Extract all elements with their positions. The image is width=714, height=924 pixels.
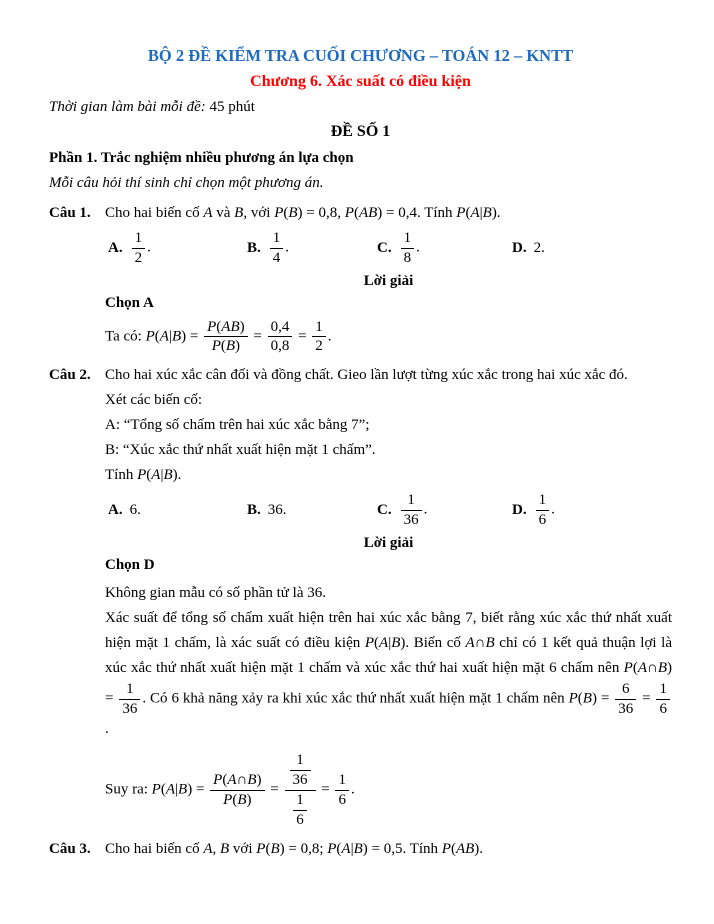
question-2-option-c	[377, 492, 512, 529]
option-value: $\frac{1}{2}$ .	[130, 230, 151, 267]
question-1-solution-heading: Lời giải	[363, 272, 414, 289]
part1-title: Phần 1. Trắc nghiệm nhiều phương án lựa chọn	[49, 150, 354, 166]
option-value: $\frac{1}{4}$ .	[268, 230, 289, 267]
question-2-solution-heading: Lời giải	[363, 534, 414, 551]
question-2-event-b: B: “Xúc xắc thứ nhất xuất hiện mặt 1 chấm”.	[105, 442, 376, 459]
question-3-stem: Cho hai biến cố A, B với P(B) = 0,8; P(A|B) = 0,5. Tính P(AB).	[105, 840, 484, 857]
time-limit-value: 45 phút	[209, 99, 255, 115]
option-value: $\frac{1}{36}$ .	[399, 492, 428, 529]
question-3-label: Câu 3.	[49, 840, 91, 857]
question-2-body	[105, 363, 672, 836]
question-2-chosen-answer: Chọn D	[105, 556, 155, 573]
question-2-option-b	[247, 502, 377, 519]
question-2	[49, 363, 672, 836]
option-value: 36.	[267, 501, 287, 518]
question-2-solution-conclusion-formula: Suy ra: P(A|B) = $\frac{P(A\cap B)}{P(B)}$ = $\frac{\frac{1}{36}}{\frac{1}{6}}$ = $\frac{1}{6}$ .	[105, 752, 355, 828]
question-1-option-b	[247, 230, 377, 267]
option-letter: B.	[247, 501, 261, 518]
option-value: 6.	[129, 501, 141, 518]
question-1-stem: Cho hai biến cố A và B, với P(B) = 0,8, P(AB) = 0,4. Tính P(A|B).	[105, 205, 501, 221]
option-letter: C.	[377, 239, 392, 256]
option-value: $\frac{1}{6}$ .	[534, 492, 555, 529]
question-1-label: Câu 1.	[49, 205, 91, 221]
part1-instruction-note: Mỗi câu hỏi thí sinh chỉ chọn một phương án.	[49, 175, 324, 191]
option-letter: A.	[108, 239, 123, 256]
question-2-stem-line-2: Xét các biến cố:	[105, 392, 203, 409]
question-2-solution-paragraph: Xác suất để tổng số chấm xuất hiện trên hai xúc xắc bằng 7, biết rằng xúc xắc thứ nhất xuất hiện mặt 1 chấm, là xác suất có điều kiện P(A|B). Biến cố A∩B chỉ có 1 kết quả thuận lợi là xúc xắc thứ nhất xuất hiện mặt 1 chấm và xúc xắc thứ hai xuất hiện mặt 6 chấm nên P(A∩B) = $\frac{1}{36}$ . Có 6 khả năng xảy ra khi xúc xắc thứ nhất xuất hiện mặt 1 chấm nên P(B) = $\frac{6}{36}$ = $\frac{1}{6}$ .	[105, 609, 673, 738]
question-1-option-d	[512, 240, 672, 257]
time-limit-label: Thời gian làm bài mỗi đề:	[49, 99, 206, 115]
question-1-body	[105, 201, 672, 363]
question-2-option-a	[108, 502, 247, 519]
option-value: $\frac{1}{8}$ .	[399, 230, 420, 267]
question-2-label: Câu 2.	[49, 367, 91, 384]
question-3-body	[105, 837, 672, 862]
question-2-options	[108, 492, 672, 529]
option-letter: D.	[512, 501, 527, 518]
question-1-solution-formula: Ta có: P(A|B) = $\frac{P(AB)}{P(B)}$ = $\frac{0,4}{0,8}$ = $\frac{1}{2}$ .	[105, 318, 332, 355]
question-1-option-c	[377, 230, 512, 267]
question-1	[49, 201, 672, 363]
question-2-option-d	[512, 492, 672, 529]
exam-number-heading: ĐỀ SỐ 1	[330, 123, 391, 140]
question-1-chosen-answer: Chọn A	[105, 294, 154, 311]
question-2-event-a: A: “Tổng số chấm trên hai xúc xắc bằng 7”;	[105, 417, 370, 434]
option-letter: A.	[108, 501, 123, 518]
option-letter: C.	[377, 501, 392, 518]
option-letter: B.	[247, 239, 261, 256]
question-1-options	[108, 230, 672, 267]
question-2-stem-line-1: Cho hai xúc xắc cân đối và đồng chất. Gieo lần lượt từng xúc xắc trong hai xúc xắc đó.	[105, 367, 628, 384]
question-2-solution-line-1: Không gian mẫu có số phần tử là 36.	[105, 584, 327, 601]
document-title: BỘ 2 ĐỀ KIỂM TRA CUỐI CHƯƠNG – TOÁN 12 – KNTT	[147, 46, 574, 65]
question-2-stem-line-5: Tính P(A|B).	[105, 467, 182, 484]
question-3	[49, 837, 672, 862]
chapter-subtitle: Chương 6. Xác suất có điều kiện	[250, 73, 471, 90]
question-1-option-a	[108, 230, 247, 267]
option-letter: D.	[512, 239, 527, 256]
time-limit-line	[49, 97, 672, 117]
option-value: 2.	[533, 239, 545, 256]
